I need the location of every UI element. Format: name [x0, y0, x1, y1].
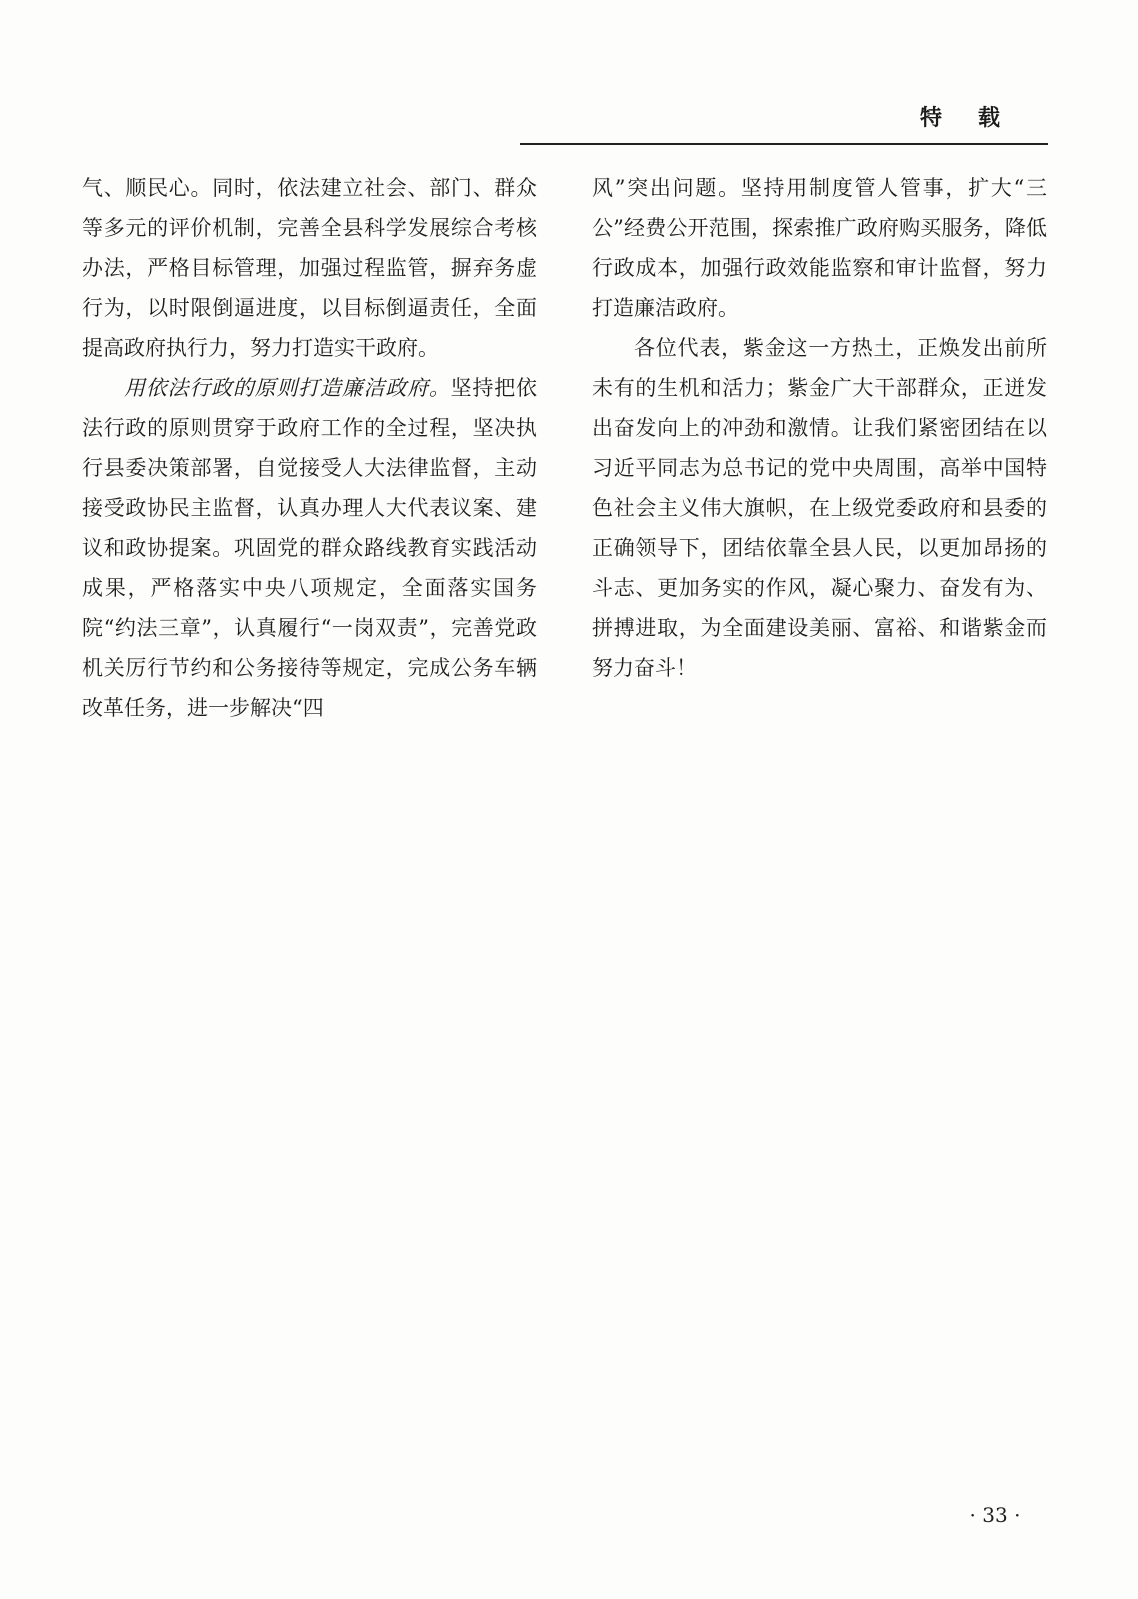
paragraph-body: 坚持把依法行政的原则贯穿于政府工作的全过程，坚决执行县委决策部署，自觉接受人大法律监督，主动接受政协民主监督，认真办理人大代表议案、建议和政协提案。巩固党的群众路线教育实践活动成果，严格落实中央八项规定，全面落实国务院“约法三章”，认真履行“一岗双责”，完善党政机关厉行节约和公务接待等规定，完成公务车辆改革任务，进一步解决“四	[82, 376, 538, 720]
paragraph-lead-in: 用依法行政的原则打造廉洁政府。	[124, 376, 451, 400]
section-title: 特载	[920, 106, 1037, 131]
left-paragraph-1: 气、顺民心。同时，依法建立社会、部门、群众等多元的评价机制，完善全县科学发展综合考核办法，严格目标管理，加强过程监管，摒弃务虚行为，以时限倒逼进度，以目标倒逼责任，全面提高政府执行力，努力打造实干政府。	[82, 176, 537, 360]
right-paragraph-1: 风”突出问题。坚持用制度管人管事，扩大“三公”经费公开范围，探索推广政府购买服务，降低行政成本，加强行政效能监察和审计监督，努力打造廉洁政府。	[592, 176, 1047, 320]
header-divider	[520, 143, 1048, 145]
right-column	[592, 168, 1047, 688]
left-column	[82, 168, 537, 728]
left-paragraph-2	[82, 368, 537, 728]
right-paragraph-2: 各位代表，紫金这一方热土，正焕发出前所未有的生机和活力；紫金广大干部群众，正迸发出奋发向上的冲劲和激情。让我们紧密团结在以习近平同志为总书记的党中央周围，高举中国特色社会主义伟大旗帜，在上级党委政府和县委的正确领导下，团结依靠全县人民，以更加昂扬的斗志、更加务实的作风，凝心聚力、奋发有为、拼搏进取，为全面建设美丽、富裕、和谐紫金而努力奋斗！	[592, 336, 1047, 680]
page-number: · 33 ·	[969, 1503, 1021, 1527]
